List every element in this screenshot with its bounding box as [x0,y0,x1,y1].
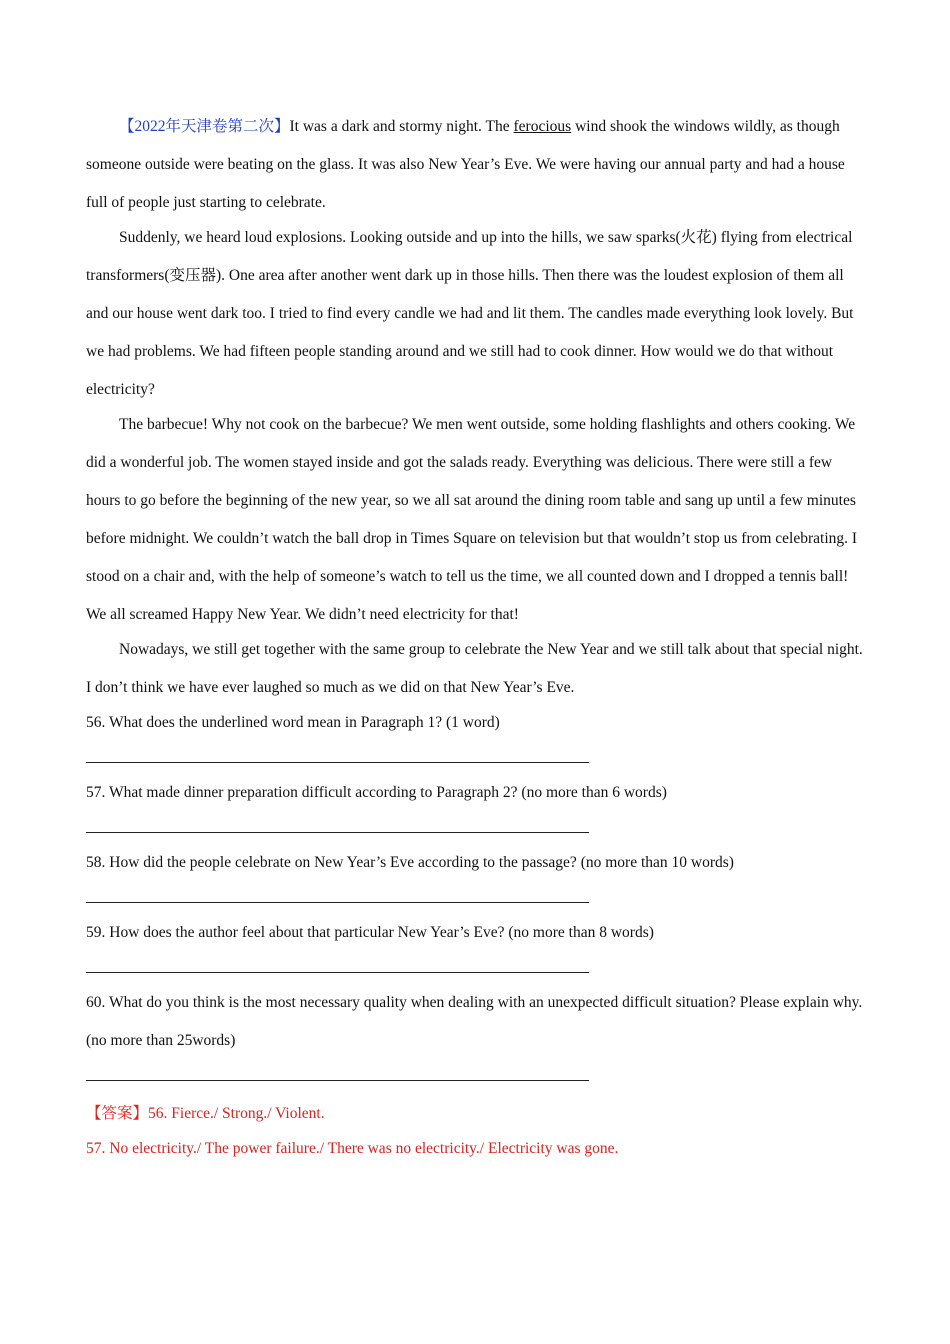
answer-blank-58[interactable] [86,882,864,914]
paragraph-1-text-b: wind shook the windows wildly, as though someone outside were beating on the glass. It was also New Year’s Eve. We were having our annual party and had a house full of people just starting to celebrate. [86,118,845,211]
question-59: 59. How does the author feel about that particular New Year’s Eve? (no more than 8 words) [86,924,654,941]
answer-57: 57. No electricity./ The power failure./ There was no electricity./ Electricity was gone. [86,1140,619,1157]
document-content [86,108,864,1166]
answer-56 [86,1096,864,1131]
answer-tag: 【答案】 [86,1105,149,1122]
answer-blank-56[interactable] [86,742,864,774]
paragraph-4: Nowadays, we still get together with the same group to celebrate the New Year and we still talk about that special night. I don’t think we have ever laughed so much as we did on that New Year’s Eve. [86,641,863,696]
answer-blank-60[interactable] [86,1060,864,1092]
answer-blank-59[interactable] [86,952,864,984]
paragraph-2: Suddenly, we heard loud explosions. Looking outside and up into the hills, we saw sparks(火花) flying from electrical transformers(变压器). One area after another went dark up in those hills. Then there was the loudest explosion of them all and our house went dark too. I tried to find every candle we had and lit them. The candles made everything look lovely. But we had problems. We had fifteen people standing around and we still had to cook dinner. How would we do that without electricity? [86,229,854,398]
paragraph-3: The barbecue! Why not cook on the barbecue? We men went outside, some holding flashlights and others cooking. We did a wonderful job. The women stayed inside and got the salads ready. Everything was delicious. There were still a few hours to go before the beginning of the new year, so we all sat around the dining room table and sang up until a few minutes before midnight. We couldn’t watch the ball drop in Times Square on television but that wouldn’t stop us from celebrating. I stood on a chair and, with the help of someone’s watch to tell us the time, we all counted down and I dropped a tennis ball! We all screamed Happy New Year. We didn’t need electricity for that! [86,416,858,623]
answer-56-text: 56. Fierce./ Strong./ Violent. [148,1105,325,1122]
answer-section [86,1096,864,1166]
paragraph-1-text-a: It was a dark and stormy night. The [289,118,514,135]
question-list [86,704,864,1092]
question-60: 60. What do you think is the most necessary quality when dealing with an unexpected difficult situation? Please explain why. (no more than 25words) [86,994,863,1049]
paragraph-1 [86,108,864,222]
underlined-word: ferocious [513,118,572,135]
source-tag: 【2022年天津卷第二次】 [119,118,290,135]
question-56: 56. What does the underlined word mean in Paragraph 1? (1 word) [86,714,500,731]
question-57: 57. What made dinner preparation difficult according to Paragraph 2? (no more than 6 words) [86,784,667,801]
question-58: 58. How did the people celebrate on New Year’s Eve according to the passage? (no more than 10 words) [86,854,734,871]
answer-blank-57[interactable] [86,812,864,844]
